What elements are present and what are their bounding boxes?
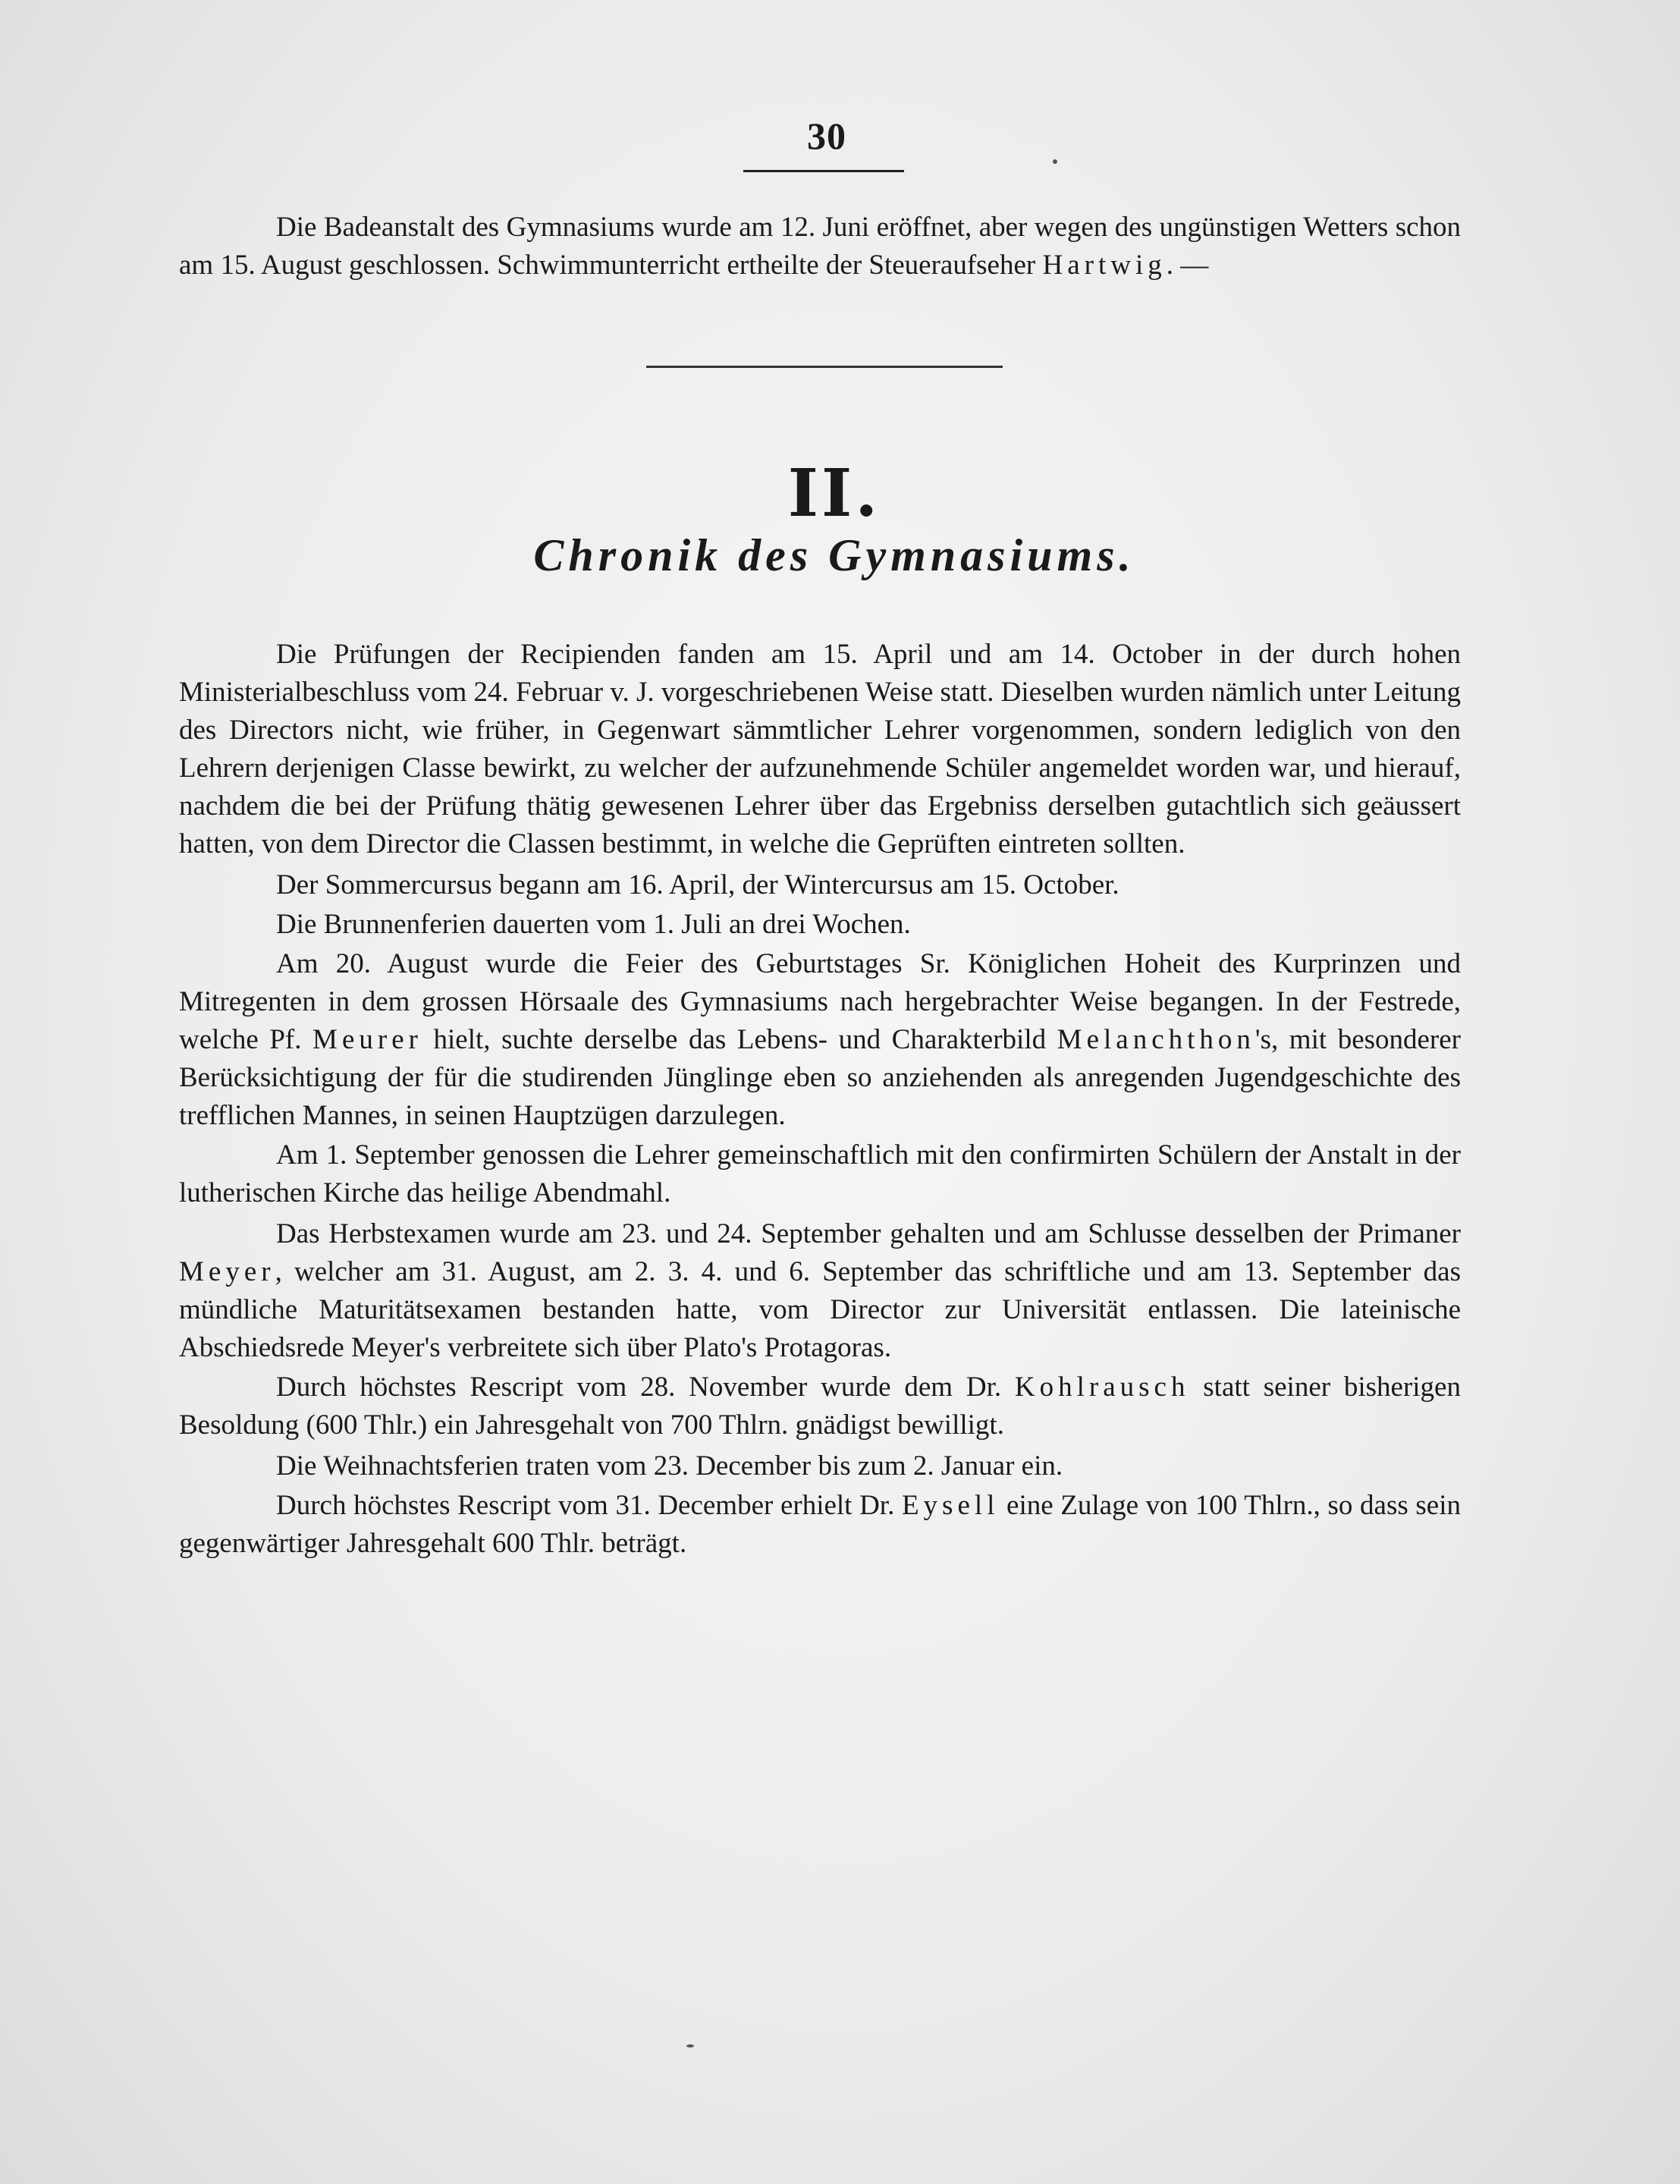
paragraph-rescript-december-text-a: Durch höchstes Rescript vom 31. December erhielt Dr. (276, 1490, 902, 1521)
person-name-kohlrausch: Kohlrausch (1014, 1372, 1190, 1403)
paragraph-sommercursus (179, 866, 1461, 904)
paragraph-rescript-december-text-b: eine Zulage von 100 Thlrn., so dass sein gegenwärtiger Jahresgehalt 600 Thlr. beträgt. (179, 1490, 1461, 1559)
page-number: 30 (807, 115, 846, 157)
paragraph-geburtstag (179, 945, 1461, 1135)
print-speck (686, 2044, 694, 2047)
paragraph-abendmahl (179, 1136, 1461, 1212)
paragraph-pruefungen (179, 636, 1461, 863)
person-name-eysell: Eysell (901, 1490, 1000, 1521)
intro-person-name: Hartwig (1042, 250, 1167, 281)
paragraph-brunnenferien-text: Die Brunnenferien dauerten vom 1. Juli an drei Wochen. (276, 909, 911, 940)
intro-line-1: Die Badeanstalt des Gymnasiums wurde am 12. Juni eröffnet, aber wegen des (276, 212, 1153, 243)
paragraph-rescript-december (179, 1487, 1461, 1563)
intro-paragraph (179, 209, 1461, 284)
paragraph-abendmahl-text: Am 1. September genossen die Lehrer gemeinschaftlich mit den confirmirten Schülern der Anstalt in der lutherischen Kirche das heilige Abendmahl. (179, 1139, 1461, 1208)
section-title: Chronik des Gymnasiums. (533, 530, 1135, 580)
paragraph-brunnenferien (179, 906, 1461, 944)
chronicle-block (179, 636, 1461, 1563)
person-name-meyer: Meyer (179, 1256, 275, 1287)
paragraph-sommercursus-text: Der Sommercursus begann am 16. April, der Wintercursus am 15. October. (276, 869, 1119, 900)
paragraph-geburtstag-text-b: hielt, suchte derselbe das Lebens- und Charakterbild (422, 1024, 1057, 1055)
paragraph-herbstexamen-text-a: Das Herbstexamen wurde am 23. und 24. September gehalten und am Schlusse desselben der Primaner (276, 1218, 1461, 1249)
paragraph-rescript-november (179, 1369, 1461, 1444)
paragraph-rescript-november-text-b: statt seiner bisherigen Besoldung (600 Thlr.) ein Jahresgehalt von 700 Thlrn. gnädigst bewilligt. (179, 1372, 1461, 1441)
paragraph-pruefungen-text: Die Prüfungen der Recipienden fanden am 15. April und am 14. October in der durch hohen Ministerialbeschluss vom 24. Februar v. J. vorgeschriebenen Weise statt. Dieselben wurden nämlich unter Leitung des Directors nicht, wie früher, in Gegenwart sämmtlicher Lehrer vorgenommen, sondern lediglich von den Lehrern derjenigen Classe bewirkt, zu welcher der aufzunehmende Schüler angemeldet worden war, und hierauf, nachdem die bei der Prüfung thätig gewesenen Lehrer über das Ergebniss derselben gutachtlich sich geäussert hatten, von dem Director die Classen bestimmt, in welche die Geprüften eintreten sollten. (179, 639, 1461, 859)
person-name-meurer: Meurer (312, 1024, 422, 1055)
paragraph-rescript-november-text-a: Durch höchstes Rescript vom 28. November wurde dem Dr. (276, 1372, 1015, 1403)
paragraph-geburtstag-text-a: Am 20. August wurde die Feier des Geburtstages Sr. Königlichen Hoheit des Kurprinzen und Mitregenten in dem grossen Hörsaale des Gymnasiums nach hergebrachter Weise begangen. In der Festrede, welche Pf. (179, 948, 1461, 1055)
section-separator (646, 366, 1003, 368)
paragraph-herbstexamen-text-b: , welcher am 31. August, am 2. 3. 4. und 6. September das schriftliche und am 13. September das mündliche Maturitätsexamen bestanden hatte, vom Director zur Universität entlassen. Die lateinische Abschiedsrede Meyer's verbreitete sich über Plato's Protagoras. (179, 1256, 1461, 1363)
person-name-melanchthon: Melanchthon (1057, 1024, 1255, 1055)
intro-line-3-pre: Steueraufseher (868, 250, 1043, 281)
print-speck (1053, 159, 1057, 164)
intro-line-3-post: . — (1166, 250, 1209, 281)
intro-block (179, 209, 1461, 284)
paragraph-geburtstag-text-c: 's, mit besonderer Berücksichtigung der für die studirenden Jünglinge eben so anziehenden als anregenden Jugendgeschichte des trefflichen Mannes, in seinen Hauptzügen darzulegen. (179, 1024, 1461, 1131)
intro-line-2: ungünstigen Wetters schon am 15. August geschlossen. Schwimmunterricht ertheilte der (179, 212, 1462, 281)
paragraph-weihnachtsferien (179, 1447, 1461, 1485)
bleed-through-decoration (607, 303, 1441, 326)
page-number-rule (743, 170, 904, 172)
paragraph-herbstexamen (179, 1215, 1461, 1367)
section-number: II. (787, 455, 881, 532)
paragraph-weihnachtsferien-text: Die Weihnachtsferien traten vom 23. December bis zum 2. Januar ein. (276, 1450, 1063, 1482)
